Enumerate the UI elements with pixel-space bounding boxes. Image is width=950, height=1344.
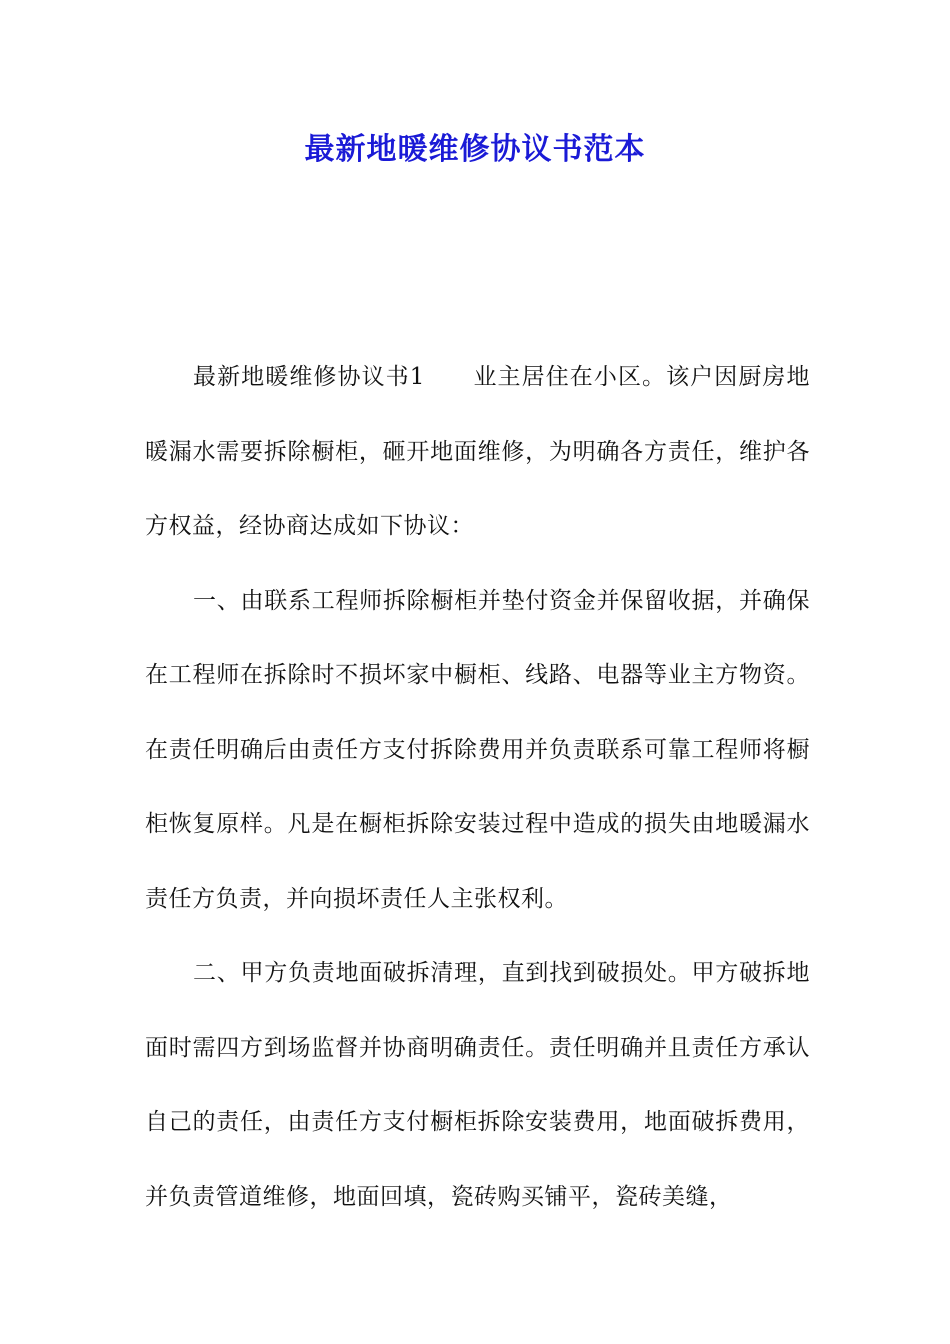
paragraph-2	[145, 564, 810, 937]
paragraph-1-lead: 最新地暖维修协议书1	[193, 364, 425, 390]
document-title: 最新地暖维修协议书范本	[304, 132, 646, 167]
paragraph-3	[145, 936, 810, 1234]
paragraph-1	[145, 340, 810, 564]
paragraph-3-text: 二、甲方负责地面破拆清理，直到找到破损处。甲方破拆地面时需四方到场监督并协商明确责任。责任明确并且责任方承认自己的责任，由责任方支付橱柜拆除安装费用，地面破拆费用，并负责管道维修，地面回填，瓷砖购买铺平，瓷砖美缝，	[145, 960, 810, 1210]
paragraph-2-text: 一、由联系工程师拆除橱柜并垫付资金并保留收据，并确保在工程师在拆除时不损坏家中橱柜、线路、电器等业主方物资。在责任明确后由责任方支付拆除费用并负责联系可靠工程师将橱柜恢复原样。凡是在橱柜拆除安装过程中造成的损失由地暖漏水责任方负责，并向损坏责任人主张权利。	[145, 587, 810, 912]
document-body	[145, 340, 810, 1234]
paragraph-1-text: 业主居住在小区。该户因厨房地暖漏水需要拆除橱柜，砸开地面维修，为明确各方责任，维护各方权益，经协商达成如下协议：	[145, 364, 811, 539]
